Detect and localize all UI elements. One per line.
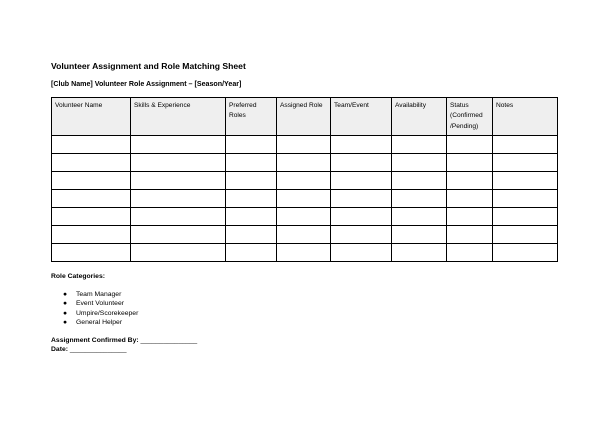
table-body <box>52 136 558 262</box>
table-cell[interactable] <box>392 226 447 244</box>
table-cell[interactable] <box>392 208 447 226</box>
table-cell[interactable] <box>447 154 493 172</box>
table-cell[interactable] <box>493 208 558 226</box>
table-cell[interactable] <box>331 136 392 154</box>
table-row <box>52 154 558 172</box>
date-blank[interactable]: _______________ <box>69 346 127 353</box>
table-cell[interactable] <box>226 136 277 154</box>
table-cell[interactable] <box>226 208 277 226</box>
role-category-label: Umpire/Scorekeeper <box>76 309 139 317</box>
role-categories-label: Role Categories: <box>51 273 106 280</box>
bullet-icon: ● <box>63 309 68 317</box>
header-assigned-role: Assigned Role <box>277 98 331 136</box>
role-category-label: Team Manager <box>76 291 122 298</box>
table-cell[interactable] <box>277 226 331 244</box>
table-cell[interactable] <box>226 226 277 244</box>
confirmed-by-blank[interactable]: _______________ <box>140 337 198 344</box>
table-cell[interactable] <box>493 172 558 190</box>
table-row <box>52 208 558 226</box>
header-availability: Availability <box>392 98 447 136</box>
table-cell[interactable] <box>131 136 226 154</box>
list-item <box>51 318 138 327</box>
table-cell[interactable] <box>331 226 392 244</box>
table-cell[interactable] <box>447 136 493 154</box>
table-cell[interactable] <box>331 154 392 172</box>
header-notes: Notes <box>493 98 558 136</box>
table-cell[interactable] <box>493 154 558 172</box>
table-cell[interactable] <box>447 208 493 226</box>
table-cell[interactable] <box>277 244 331 262</box>
bullet-icon: ● <box>63 318 68 326</box>
table-cell[interactable] <box>226 190 277 208</box>
table-cell[interactable] <box>447 226 493 244</box>
table-row <box>52 136 558 154</box>
confirmed-by-label: Assignment Confirmed By: <box>51 337 139 344</box>
table-cell[interactable] <box>392 190 447 208</box>
table-cell[interactable] <box>392 244 447 262</box>
table-cell[interactable] <box>52 244 131 262</box>
table-cell[interactable] <box>277 136 331 154</box>
table-cell[interactable] <box>331 244 392 262</box>
table-cell[interactable] <box>52 172 131 190</box>
table-cell[interactable] <box>331 208 392 226</box>
assignment-table <box>51 97 558 262</box>
table-cell[interactable] <box>392 154 447 172</box>
table-cell[interactable] <box>447 190 493 208</box>
list-item <box>51 309 138 318</box>
role-category-label: General Helper <box>76 318 123 326</box>
table-cell[interactable] <box>131 190 226 208</box>
header-team-event: Team/Event <box>331 98 392 136</box>
table-cell[interactable] <box>131 172 226 190</box>
table-cell[interactable] <box>277 208 331 226</box>
table-cell[interactable] <box>226 244 277 262</box>
table-cell[interactable] <box>392 172 447 190</box>
confirmed-by-line <box>51 337 197 344</box>
table-cell[interactable] <box>277 154 331 172</box>
table-row <box>52 190 558 208</box>
table-cell[interactable] <box>447 172 493 190</box>
table-cell[interactable] <box>277 172 331 190</box>
table-cell[interactable] <box>493 190 558 208</box>
header-preferred-roles: Preferred Roles <box>226 98 277 136</box>
bullet-icon: ● <box>63 300 68 308</box>
table-cell[interactable] <box>131 244 226 262</box>
table-cell[interactable] <box>226 172 277 190</box>
table-row <box>52 226 558 244</box>
header-skills-experience: Skills & Experience <box>131 98 226 136</box>
table-cell[interactable] <box>131 208 226 226</box>
list-item <box>51 290 138 299</box>
table-cell[interactable] <box>131 226 226 244</box>
table-cell[interactable] <box>331 172 392 190</box>
table-cell[interactable] <box>277 190 331 208</box>
header-status: Status (Confirmed /Pending) <box>447 98 493 136</box>
table-cell[interactable] <box>52 136 131 154</box>
table-cell[interactable] <box>447 244 493 262</box>
table-cell[interactable] <box>52 208 131 226</box>
date-label: Date: <box>51 346 68 353</box>
document-title: Volunteer Assignment and Role Matching Sheet <box>51 61 246 71</box>
table-cell[interactable] <box>131 154 226 172</box>
table-cell[interactable] <box>392 136 447 154</box>
list-item <box>51 299 138 308</box>
date-line <box>51 346 127 353</box>
table-cell[interactable] <box>52 154 131 172</box>
table-cell[interactable] <box>331 190 392 208</box>
role-categories-list <box>51 290 138 327</box>
table-cell[interactable] <box>52 226 131 244</box>
header-volunteer-name: Volunteer Name <box>52 98 131 136</box>
table-cell[interactable] <box>226 154 277 172</box>
bullet-icon: ● <box>63 291 68 298</box>
table-cell[interactable] <box>52 190 131 208</box>
role-category-label: Event Volunteer <box>76 300 124 308</box>
table-row <box>52 244 558 262</box>
table-row <box>52 172 558 190</box>
table-cell[interactable] <box>493 136 558 154</box>
table-cell[interactable] <box>493 244 558 262</box>
document-subtitle: [Club Name] Volunteer Role Assignment – [Season/Year] <box>51 80 242 88</box>
table-header-row <box>52 98 558 136</box>
table-cell[interactable] <box>493 226 558 244</box>
